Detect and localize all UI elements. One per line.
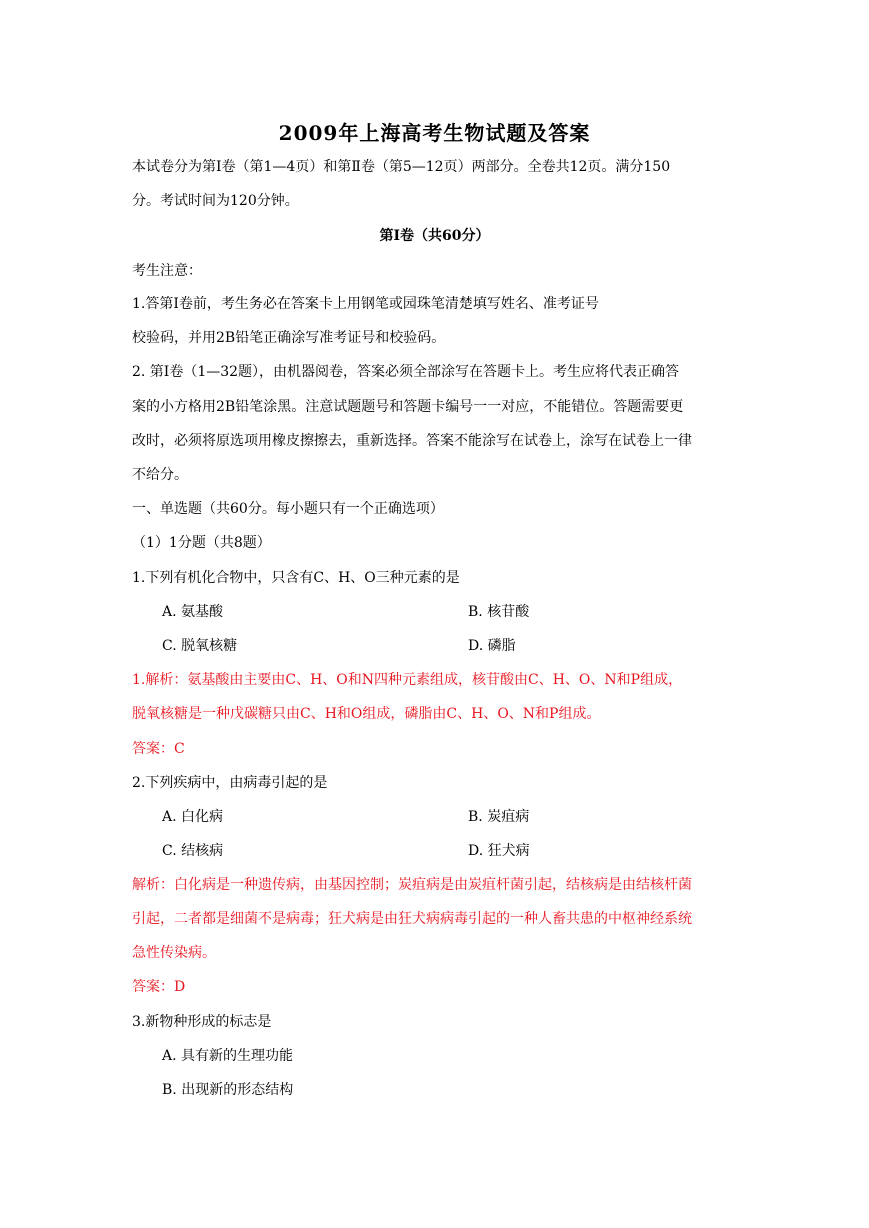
answer-text: 答案：C <box>132 741 185 757</box>
part-heading: 一、单选题（共60分。每小题只有一个正确选项） <box>132 501 444 517</box>
question-option: B. 出现新的形态结构 <box>162 1082 294 1098</box>
notice-item: 案的小方格用2B铅笔涂黑。注意试题题号和答题卡编号一一对应，不能错位。答题需要更 <box>132 399 684 415</box>
analysis-text: 1.解析：氨基酸由主要由C、H、O和N四种元素组成，核苷酸由C、H、O、N和P组成， <box>132 672 683 688</box>
notice-item: 改时，必须将原选项用橡皮擦擦去，重新选择。答案不能涂写在试卷上，涂写在试卷上一律 <box>132 433 692 449</box>
analysis-text: 引起，二者都是细菌不是病毒；狂犬病是由狂犬病病毒引起的一种人畜共患的中枢神经系统 <box>132 911 692 927</box>
intro-line: 分。考试时间为120分钟。 <box>132 193 299 209</box>
notice-item: 校验码，并用2B铅笔正确涂写准考证号和校验码。 <box>132 330 446 346</box>
question-stem: 3.新物种形成的标志是 <box>132 1014 272 1030</box>
intro-line: 本试卷分为第Ⅰ卷（第1—4页）和第Ⅱ卷（第5—12页）两部分。全卷共12页。满分150 <box>132 159 671 175</box>
question-option: C. 脱氧核糖 <box>162 638 238 654</box>
notice-item: 2. 第Ⅰ卷（1—32题），由机器阅卷，答案必须全部涂写在答题卡上。考生应将代表正确答 <box>132 364 680 380</box>
analysis-text: 急性传染病。 <box>132 945 216 961</box>
section-title: 第Ⅰ卷（共60分） <box>379 228 490 244</box>
analysis-text: 脱氧核糖是一种戊碳糖只由C、H和O组成，磷脂由C、H、O、N和P组成。 <box>132 706 601 722</box>
part-subheading: （1）1分题（共8题） <box>132 535 271 551</box>
question-option: A. 白化病 <box>162 809 224 825</box>
analysis-text: 解析：白化病是一种遗传病，由基因控制；炭疽病是由炭疽杆菌引起，结核病是由结核杆菌 <box>132 877 692 893</box>
question-option: B. 核苷酸 <box>468 604 530 620</box>
question-option: B. 炭疽病 <box>468 809 530 825</box>
question-option: C. 结核病 <box>162 843 224 859</box>
notice-item: 1.答第Ⅰ卷前，考生务必在答案卡上用钢笔或园珠笔清楚填写姓名、准考证号 <box>132 296 599 312</box>
question-option: A. 氨基酸 <box>162 604 224 620</box>
answer-text: 答案：D <box>132 979 186 995</box>
question-stem: 2.下列疾病中，由病毒引起的是 <box>132 775 328 791</box>
page-title: 2009年上海高考生物试题及答案 <box>278 121 591 145</box>
question-option: D. 磷脂 <box>468 638 516 654</box>
question-option: A. 具有新的生理功能 <box>162 1048 294 1064</box>
notice-item: 不给分。 <box>132 467 188 483</box>
question-option: D. 狂犬病 <box>468 843 530 859</box>
question-stem: 1.下列有机化合物中，只含有C、H、O三种元素的是 <box>132 570 460 586</box>
notice-heading: 考生注意： <box>132 263 202 279</box>
